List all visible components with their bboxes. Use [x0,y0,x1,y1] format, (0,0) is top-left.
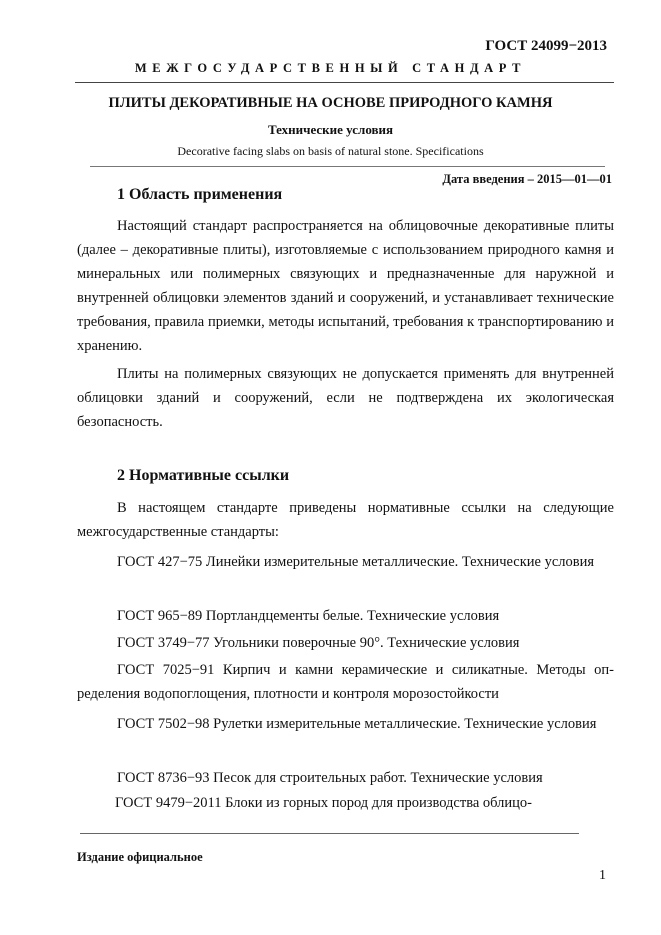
title-rule [90,166,605,167]
standard-number: ГОСТ 24099−2013 [485,38,607,54]
document-title: ПЛИТЫ ДЕКОРАТИВНЫЕ НА ОСНОВЕ ПРИРОДНОГО КАМНЯ [108,95,553,111]
english-title: Decorative facing slabs on basis of natural stone. Specifications [177,144,484,158]
reference-1 [77,550,614,574]
reference-6 [77,766,614,790]
reference-7-partial: ГОСТ 9479−2011 Блоки из горных пород для производства облицо- [115,795,533,811]
reference-5 [77,712,614,736]
official-edition-note: Издание официальное [77,850,203,864]
section-1-paragraph-1: Настоящий стандарт распространяется на облицовочные декоративные плиты (далее – декоративные плиты), изготовляемые с использованием природного камня и минеральных или полимерных связующих и предназначенные для наружной и внутренней облицовки элементов зданий и сооружений, и устанавливает технические требования, правила приемки, методы испытаний, требования к транспортированию и хранению. [77,218,614,354]
reference-2-text: ГОСТ 965−89 Портландцементы белые. Технические условия [117,608,500,624]
interstate-standard-label: МЕЖГОСУДАРСТВЕННЫЙ СТАНДАРТ [134,61,527,75]
section-1-paragraph-2: Плиты на полимерных связующих не допускается применять для внутренней облицовки зданий и сооружений, если не подтверждена их экологическая безопасность. [77,366,614,430]
section-2-heading: 2 Нормативные ссылки [117,467,290,484]
section-2-intro-text: В настоящем стандарте приведены нормативные ссылки на следующие межгосударственные стандарты: [77,500,614,540]
reference-3 [77,631,614,655]
section-1-body [77,214,614,434]
reference-6-text: ГОСТ 8736−93 Песок для строительных работ. Технические условия [117,770,543,786]
reference-1-text: ГОСТ 427−75 Линейки измерительные металлические. Технические условия [117,554,595,570]
reference-2 [77,604,614,628]
reference-4 [77,658,614,706]
section-2-intro [77,496,614,544]
reference-4-text: ГОСТ 7025−91 Кирпич и камни керамические и силикатные. Методы определения водопоглощения, плотности и контроля морозостойкости [77,662,614,702]
footer-rule [80,833,579,834]
reference-3-text: ГОСТ 3749−77 Угольники поверочные 90°. Технические условия [117,635,520,651]
header-rule [75,82,614,83]
document-subtitle: Технические условия [267,122,394,137]
page-number: 1 [599,868,606,883]
intro-date: Дата введения – 2015—01—01 [442,172,612,186]
section-1-heading: 1 Область применения [117,186,283,203]
reference-5-text: ГОСТ 7502−98 Рулетки измерительные металлические. Технические условия [117,716,597,732]
